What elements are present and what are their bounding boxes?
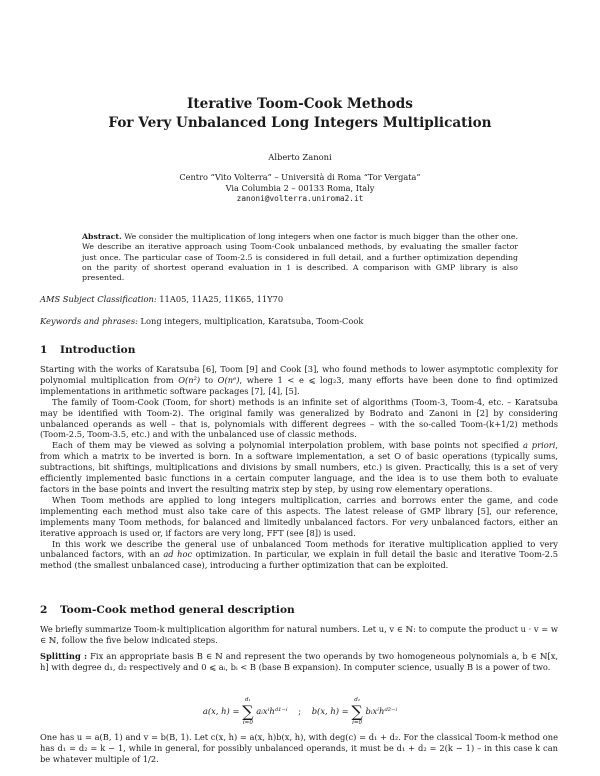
formula-a-term: aᵢxⁱhᵈ¹⁻ⁱ bbox=[256, 706, 288, 716]
abstract-text: We consider the multiplication of long integers when one factor is much bigger than the other one. We describe an iterative approach using Toom-Cook unbalanced methods, by evaluating the smaller factor just once. The particular case of Toom-2.5 is considered in full detail, and a further optimization depending on the parity of shortest operand evaluation in 1 is described. A comparison with GMP library is also presented. bbox=[82, 232, 518, 283]
keywords-label: Keywords and phrases: bbox=[40, 316, 138, 326]
sum-symbol-b: ∑ bbox=[351, 702, 363, 721]
intro-p3-text-b: , from which a matrix to be inverted is born. In a software implementation, a set O of basic operations (typically sums, subtractions, bit shiftings, multiplications and divisions by small numbers, etc.) is given. Practically, this is a set of very efficiently implemented basic functions in a certain computer language, and the idea is to use them both to evaluate factors in the base points and invert the resulting matrix step by step, by using row elementary operations. bbox=[40, 440, 558, 494]
formula-separator: ; bbox=[298, 706, 302, 716]
formula-b-lower-limit: i=0 bbox=[352, 720, 363, 726]
formula-a-upper-limit: d₁ bbox=[244, 697, 251, 703]
polynomial-formula bbox=[0, 696, 600, 727]
section-1-title: Introduction bbox=[60, 344, 136, 356]
paper-title-line-1: Iterative Toom-Cook Methods bbox=[187, 96, 413, 112]
section-2-number: 2 bbox=[40, 604, 48, 616]
intro-p1-text-b: to bbox=[200, 374, 218, 385]
splitting-text: Fix an appropriate basis B ∈ ℕ and represent the two operands by two homogeneous polynomials a, b ∈ ℕ[x, h] with degree d₁, d₂ respectively and 0 ⩽ aᵢ, bᵢ < B (base B expansion). In computer science, usually B is a power of two. bbox=[40, 651, 559, 672]
intro-paragraph-1 bbox=[40, 364, 558, 397]
formula-b-lhs: b(x, h) = bbox=[311, 706, 349, 716]
splitting-label: Splitting : bbox=[40, 651, 88, 661]
formula-b-term: bᵢxⁱhᵈ²⁻ⁱ bbox=[365, 706, 398, 716]
author-email: zanoni@volterra.uniroma2.it bbox=[236, 194, 364, 203]
intro-p4-text-b: unbalanced factors, either an iterative approach is used or, if factors are very long, FFT (see [8]) is used. bbox=[40, 516, 558, 538]
section-2-paragraph-2 bbox=[40, 732, 558, 765]
section-2-body bbox=[40, 624, 558, 646]
abstract-label: Abstract. bbox=[82, 232, 122, 241]
ams-classification bbox=[40, 294, 558, 305]
section-1-heading bbox=[40, 344, 135, 356]
ams-label: AMS Subject Classification: bbox=[40, 294, 157, 304]
keywords-text: Long integers, multiplication, Karatsuba, Toom-Cook bbox=[140, 316, 364, 326]
sum-symbol-a: ∑ bbox=[242, 702, 254, 721]
splitting-step bbox=[40, 651, 558, 673]
keywords bbox=[40, 316, 558, 327]
intro-paragraph-4 bbox=[40, 495, 558, 539]
intro-p1-math-a: O(n²) bbox=[178, 374, 201, 385]
intro-p3-emph: a priori bbox=[522, 440, 556, 451]
section-2-paragraph-1: We briefly summarize Toom-k multiplication algorithm for natural numbers. Let u, v ∈ ℕ: to compute the product u · v = w ∈ ℕ, follow the five below indicated steps. bbox=[40, 624, 558, 645]
intro-paragraph-2: The family of Toom-Cook (Toom, for short) methods is an infinite set of algorithms (Toom-3, Toom-4, etc. – Karatsuba may be identified with Toom-2). The original family was generalized by Bodrato and Zanoni in [2] by considering unbalanced operands as well – that is, polynomials with different degrees – with the so-called Toom-(k+1/2) methods (Toom-2.5, Toom-3.5, etc.) and with the unbalanced use of classic methods. bbox=[40, 396, 558, 440]
formula-a-lower-limit: i=0 bbox=[242, 720, 253, 726]
ams-text: 11A05, 11A25, 11K65, 11Y70 bbox=[159, 294, 284, 304]
section-1-body bbox=[40, 364, 558, 571]
intro-p1-text-c: , where 1 < e ⩽ log₂3, many efforts have been done to find optimized implementations in arithmetic software packages [7], [4], [5]. bbox=[40, 374, 559, 396]
affiliation-line-1: Centro “Vito Volterra” – Università di Roma “Tor Vergata” bbox=[179, 172, 421, 182]
paper-title-line-2: For Very Unbalanced Long Integers Multiplication bbox=[108, 115, 492, 131]
intro-p1-text-a: Starting with the works of Karatsuba [6], Toom [9] and Cook [3], who found methods to lower asymptotic complexity for polynomial multiplication from bbox=[40, 364, 558, 385]
intro-paragraph-5 bbox=[40, 539, 558, 572]
formula-b-sum bbox=[351, 696, 362, 727]
intro-paragraph-3 bbox=[40, 440, 558, 495]
intro-p5-text-a: In this work we describe the general use of unbalanced Toom methods for iterative multiplication applied to very unbalanced factors, with an bbox=[40, 538, 558, 560]
intro-p4-text-a: When Toom methods are applied to long integers multiplication, carries and borrows enter the game, and code implementing each method must also take care of this aspects. The latest release of GMP library [5], our reference, implements many Toom methods, for balanced and limitedly unbalanced factors. For bbox=[40, 494, 558, 527]
section-2-heading bbox=[40, 604, 295, 616]
formula-b-upper-limit: d₂ bbox=[354, 697, 361, 703]
intro-p5-text-b: optimization. In particular, we explain in full detail the basic and iterative Toom-2.5 method (the smallest unbalanced case), introducing a further optimization that can be exploited. bbox=[40, 549, 558, 571]
section-2-title: Toom-Cook method general description bbox=[60, 604, 295, 616]
intro-p4-emph: very bbox=[409, 516, 428, 527]
abstract bbox=[82, 232, 518, 283]
section-2-paragraph-2-text: One has u = a(B, 1) and v = b(B, 1). Let c(x, h) = a(x, h)b(x, h), with deg(c) = d₁ + d₂. For the classical Toom-k method one has d₁ = d₂ = k − 1, while in general, for possibly unbalanced operands, it must be d₁ + d₂ = 2(k − 1) – in this case k can be whatever multiple of 1/2. bbox=[40, 732, 558, 764]
section-1-number: 1 bbox=[40, 344, 48, 356]
intro-p1-math-b: O(nᵉ) bbox=[217, 374, 240, 385]
formula-a-lhs: a(x, h) = bbox=[202, 706, 240, 716]
formula-a-sum bbox=[242, 696, 253, 727]
intro-p3-text-a: Each of them may be viewed as solving a polynomial interpolation problem, with base points not specified bbox=[52, 440, 523, 451]
author-name: Alberto Zanoni bbox=[268, 152, 332, 162]
intro-p5-emph: ad hoc bbox=[163, 549, 193, 560]
affiliation-line-2: Via Columbia 2 – 00133 Roma, Italy bbox=[225, 183, 375, 193]
